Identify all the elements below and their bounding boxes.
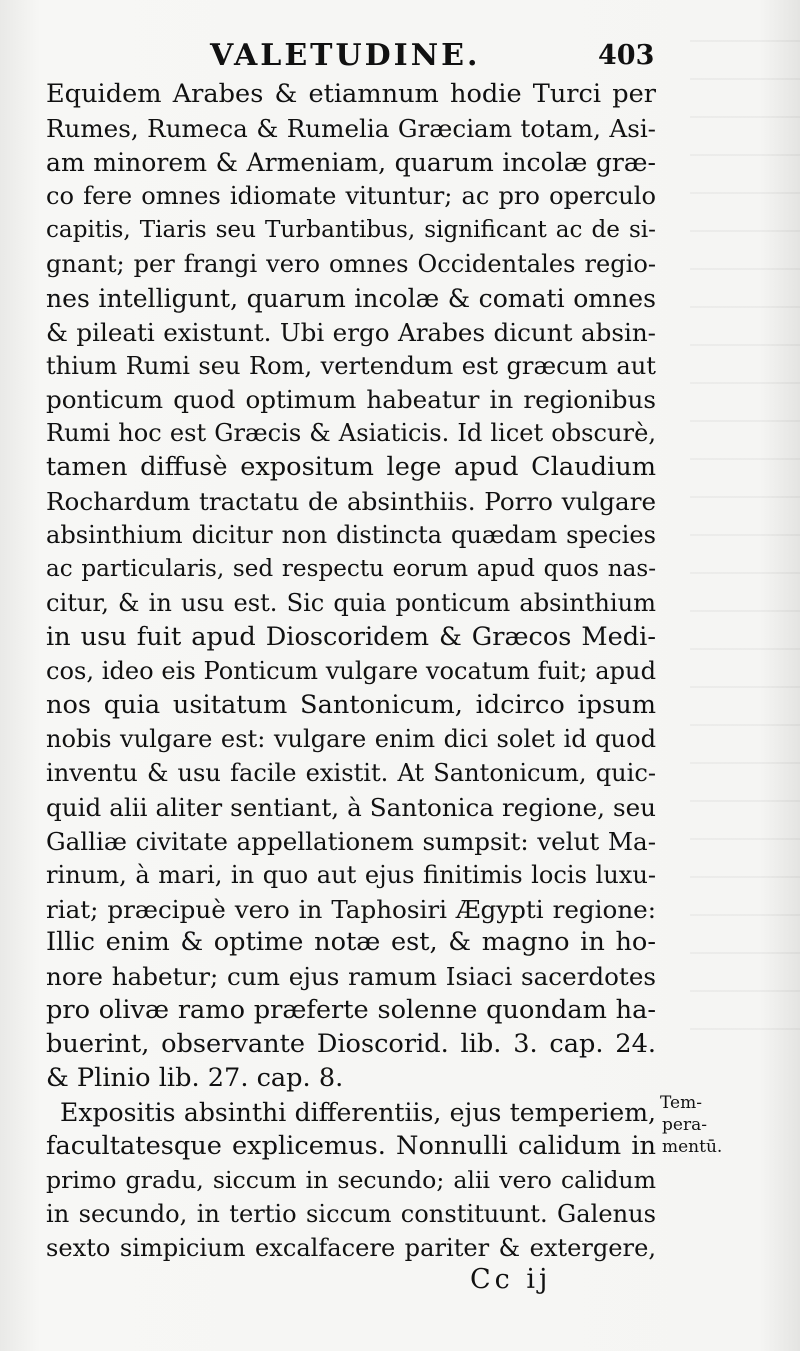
text-line: nos quia usitatum Santonicum, idcirco ipsum [46, 689, 656, 720]
text-line: buerint, observante Dioscorid. lib. 3. cap. 24. [46, 1029, 656, 1060]
page-header [0, 38, 800, 78]
text-line: Rumi hoc est Græcis & Asiaticis. Id licet obscurè, [46, 419, 656, 448]
text-line: absinthium dicitur non distincta quædam species [46, 521, 656, 550]
marginal-note-line: pera- [662, 1115, 707, 1135]
text-line: nore habetur; cum ejus ramum Isiaci sacerdotes [46, 962, 656, 992]
text-line: Rumes, Rumeca & Rumelia Græciam totam, Asi- [46, 113, 656, 143]
text-line: gnant; per frangi vero omnes Occidentales regio- [46, 249, 656, 278]
text-line: riat; præcipuè vero in Taphosiri Ægypti regione: [46, 894, 656, 924]
marginal-note-line: Tem- [660, 1093, 702, 1113]
text-line: & pileati existunt. Ubi ergo Arabes dicunt absin- [46, 317, 656, 347]
text-line: in secundo, in tertio siccum constituunt. Galenus [46, 1199, 656, 1228]
text-line: primo gradu, siccum in secundo; alii vero calidum [46, 1166, 656, 1194]
bleed-through-shadow [690, 40, 800, 1040]
text-line: citur, & in usu est. Sic quia ponticum absinthium [46, 589, 656, 618]
text-line: nobis vulgare est: vulgare enim dici solet id quod [46, 724, 656, 753]
text-line: rinum, à mari, in quo aut ejus finitimis locis luxu- [46, 860, 656, 889]
text-line: ponticum quod optimum habeatur in regionibus [46, 385, 656, 415]
text-line: am minorem & Armeniam, quarum incolæ græ- [46, 147, 656, 177]
text-line: sexto simpicium excalfacere pariter & extergere, [46, 1233, 656, 1262]
body-text [46, 78, 656, 1266]
text-line: Expositis absinthi differentiis, ejus temperiem, [60, 1098, 656, 1128]
text-line: capitis, Tiaris seu Turbantibus, significant ac de si- [46, 216, 656, 243]
text-line: ac particularis, sed respectu eorum apud quos nas- [46, 556, 656, 583]
marginal-note [660, 1092, 770, 1158]
text-line: cos, ideo eis Ponticum vulgare vocatum fuit; apud [46, 656, 656, 685]
text-line: Illic enim & optime notæ est, & magno in ho- [46, 927, 656, 958]
text-line: Rochardum tractatu de absinthiis. Porro vulgare [46, 487, 656, 517]
text-line: & Plinio lib. 27. cap. 8. [46, 1063, 344, 1094]
text-line: thium Rumi seu Rom, vertendum est græcum aut [46, 351, 656, 380]
text-line: co fere omnes idiomate vituntur; ac pro operculo [46, 181, 656, 210]
text-line: tamen diffusè expositum lege apud Claudium [46, 452, 656, 483]
signature-mark: Cc ij [470, 1264, 552, 1295]
page-number: 403 [598, 40, 655, 71]
text-line: Equidem Arabes & etiamnum hodie Turci per [46, 79, 656, 109]
text-line: in usu fuit apud Dioscoridem & Græcos Medi- [46, 622, 656, 652]
marginal-note-line: mentū. [662, 1137, 723, 1157]
text-line: facultatesque explicemus. Nonnulli calidum in [46, 1131, 656, 1162]
text-line: Galliæ civitate appellationem sumpsit: velut Ma- [46, 826, 656, 856]
text-line: quid alii aliter sentiant, à Santonica regione, seu [46, 792, 656, 822]
running-head: VALETUDINE. [210, 38, 481, 73]
text-line: inventu & usu facile existit. At Santonicum, quic- [46, 758, 656, 787]
text-line: nes intelligunt, quarum incolæ & comati omnes [46, 283, 656, 313]
text-line: pro olivæ ramo præferte solenne quondam ha- [46, 995, 656, 1026]
